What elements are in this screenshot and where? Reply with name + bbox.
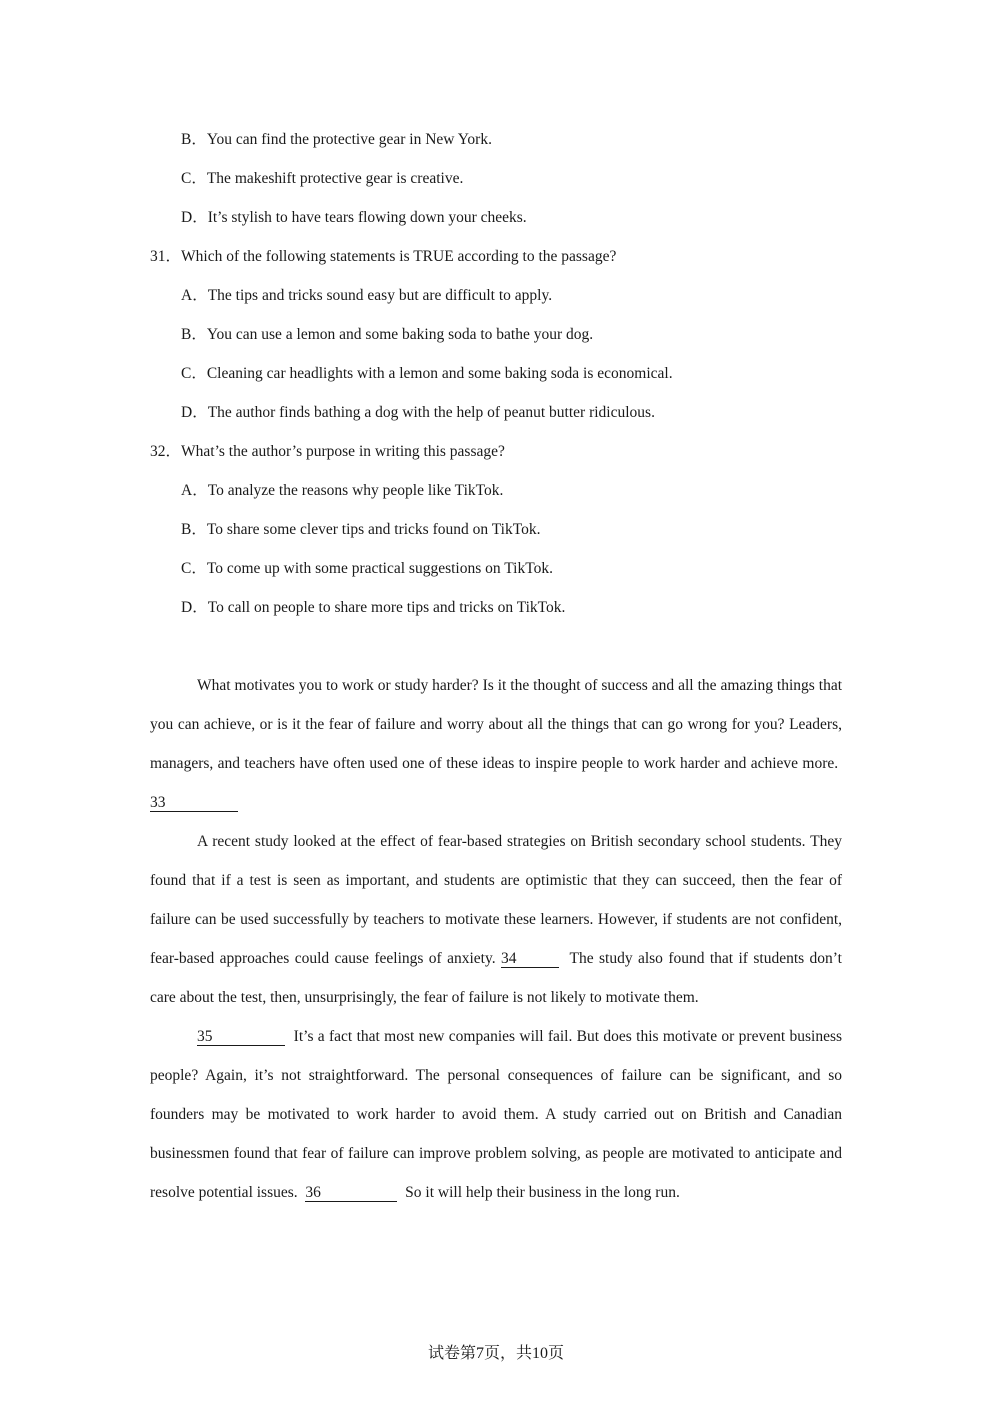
option-d [181, 208, 527, 228]
passage-paragraph-3 [150, 1017, 842, 1212]
paragraph-text: The study also found that if students don’t care about the test, then, unsurprisingly, the fear of failure is not likely to motivate them. [150, 950, 842, 1006]
option-label: B． [181, 326, 207, 343]
option-label: D． [181, 404, 208, 421]
question-text: What’s the author’s purpose in writing this passage? [181, 443, 505, 460]
passage-paragraph-1 [150, 666, 842, 822]
q31-option-d [181, 403, 655, 423]
reading-passage [150, 666, 842, 1212]
question-31-stem [150, 247, 616, 267]
option-text: The makeshift protective gear is creative. [206, 170, 464, 187]
option-text: It’s stylish to have tears flowing down your cheeks. [207, 209, 527, 226]
option-label: A． [181, 287, 208, 304]
option-label: D． [181, 209, 208, 226]
option-label: C． [181, 365, 207, 382]
option-c [181, 169, 463, 189]
option-label: B． [181, 521, 207, 538]
q31-option-b [181, 325, 593, 345]
option-text: The tips and tricks sound easy but are difficult to apply. [207, 287, 553, 304]
option-text: To share some clever tips and tricks found on TikTok. [206, 521, 541, 538]
page-footer: 试卷第7页，共10页 [427, 1345, 564, 1362]
paragraph-text: So it will help their business in the long run. [405, 1184, 680, 1201]
blank-35[interactable]: 35 [197, 1028, 285, 1046]
option-label: C． [181, 170, 207, 187]
q31-option-a [181, 286, 552, 306]
question-text: Which of the following statements is TRUE according to the passage? [181, 248, 617, 265]
paragraph-text: What motivates you to work or study harder? Is it the thought of success and all the amazing things that you can achieve, or is it the fear of failure and worry about all the things that can go wrong for you? Leaders, managers, and teachers have often used one of these ideas to inspire people to work harder and achieve more. [150, 677, 842, 772]
paragraph-text: A recent study looked at the effect of fear-based strategies on British secondary school students. They found that if a test is seen as important, and students are optimistic that they can succeed, then the fear of failure can be used successfully by teachers to motivate these learners. However, if students are not confident, fear-based approaches could cause feelings of anxiety. [150, 833, 842, 967]
passage-paragraph-2 [150, 822, 842, 1017]
option-text: You can find the protective gear in New York. [206, 131, 492, 148]
option-label: C． [181, 560, 207, 577]
option-text: To come up with some practical suggestions on TikTok. [206, 560, 553, 577]
q32-option-d [181, 598, 565, 618]
option-label: B． [181, 131, 207, 148]
q32-option-a [181, 481, 503, 501]
option-label: A． [181, 482, 208, 499]
option-text: The author finds bathing a dog with the help of peanut butter ridiculous. [207, 404, 655, 421]
q32-option-b [181, 520, 540, 540]
option-b [181, 130, 492, 150]
option-text: To call on people to share more tips and tricks on TikTok. [207, 599, 566, 616]
option-text: Cleaning car headlights with a lemon and some baking soda is economical. [206, 365, 673, 382]
option-label: D． [181, 599, 208, 616]
q32-option-c [181, 559, 553, 579]
blank-33[interactable]: 33 [150, 794, 238, 812]
question-number: 31． [150, 248, 182, 265]
q31-option-c [181, 364, 673, 384]
question-number: 32． [150, 443, 182, 460]
option-text: To analyze the reasons why people like TikTok. [207, 482, 504, 499]
paragraph-text: It’s a fact that most new companies will fail. But does this motivate or prevent business people? Again, it’s not straightforward. The personal consequences of failure can be significant, and so founders may be motivated to work harder to avoid them. A study carried out on British and Canadian businessmen found that fear of failure can improve problem solving, as people are motivated to anticipate and resolve potential issues. [150, 1028, 843, 1201]
question-32-stem [150, 442, 505, 462]
blank-36[interactable]: 36 [305, 1184, 397, 1202]
option-text: You can use a lemon and some baking soda to bathe your dog. [206, 326, 594, 343]
blank-34[interactable]: 34 [501, 950, 559, 968]
